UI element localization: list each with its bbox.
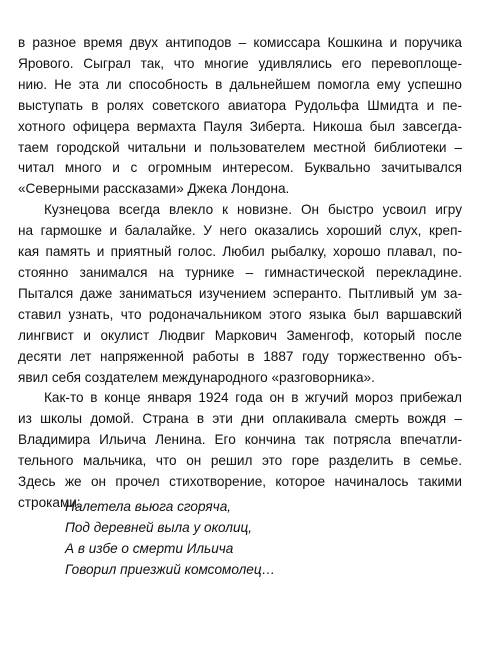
text-line: десяти лет напряженной работы в 1887 году торжественно объ- xyxy=(18,348,462,364)
verse-line: Под деревней выла у околиц, xyxy=(65,519,253,535)
text-line: хотного офицера вермахта Пауля Зиберта. Никоша был завсегда- xyxy=(18,118,462,134)
text-line: кая память и приятный голос. Любил рыбалку, хорошо плавал, по- xyxy=(18,244,462,260)
text-line: строками: xyxy=(18,494,81,510)
text-line: стоянно занимался на турнике – гимнастической перекладине. xyxy=(18,264,462,280)
text-line: на гармошке и балалайке. У него оказались хороший слух, креп- xyxy=(18,223,462,239)
paragraph-1 xyxy=(18,33,462,200)
text-line: выступать в ролях советского авиатора Рудольфа Шмидта и пе- xyxy=(18,97,462,113)
text-line: явил себя создателем международного «разговорника». xyxy=(18,369,375,385)
text-line: Пытался даже заниматься изучением эсперанто. Пытливый ум за- xyxy=(18,285,462,301)
poem-excerpt xyxy=(65,497,275,581)
paragraph-3 xyxy=(18,388,462,513)
text-line: нию. Не эта ли способность в дальнейшем помогла ему успешно xyxy=(18,76,462,92)
text-line: тельного мальчика, что он решил это горе разделить в семье. xyxy=(18,453,462,469)
text-line: Ярового. Сыграл так, что многие удивлялись его перевоплоще- xyxy=(18,55,462,71)
text-line: Владимира Ильича Ленина. Его кончина так потрясла впечатли- xyxy=(18,432,462,448)
text-line: в разное время двух антиподов – комиссара Кошкина и поручика xyxy=(18,35,462,50)
verse-line: А в избе о смерти Ильича xyxy=(65,540,234,556)
text-line: Как-то в конце января 1924 года он в жгучий мороз прибежал xyxy=(44,390,462,406)
body-text xyxy=(18,33,462,514)
text-line: таем городской читальни и пользователем местной библиотеки – xyxy=(18,139,462,155)
text-line: из школы домой. Страна в эти дни оплакивала смерть вождя – xyxy=(18,411,462,427)
paragraph-2 xyxy=(18,200,462,388)
text-line: «Северными рассказами» Джека Лондона. xyxy=(18,181,290,197)
text-line: лингвист и окулист Людвиг Маркович Заменгоф, который после xyxy=(18,327,462,343)
text-line: ставил узнать, что родоначальником этого языка был варшавский xyxy=(18,306,462,322)
text-line: читал много и с огромным интересом. Буквально зачитывался xyxy=(18,160,462,176)
verse-line: Налетела вьюга сгоряча, xyxy=(65,499,232,514)
text-line: Кузнецова всегда влекло к новизне. Он быстро усвоил игру xyxy=(44,202,462,218)
text-line: Здесь же он прочел стихотворение, которое начиналось такими xyxy=(18,474,462,490)
verse-line: Говорил приезжий комсомолец… xyxy=(65,561,276,577)
